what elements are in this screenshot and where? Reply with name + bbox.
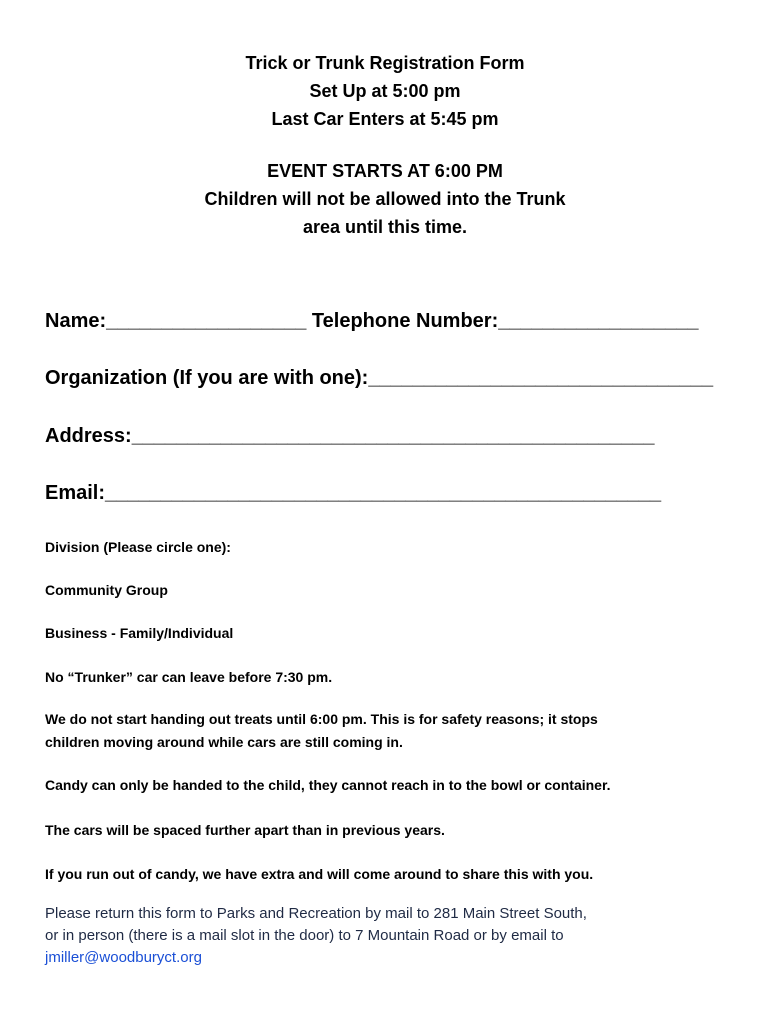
setup-time: Set Up at 5:00 pm bbox=[309, 81, 461, 101]
form-header bbox=[0, 49, 770, 241]
email-link[interactable]: jmiller@woodburyct.org bbox=[45, 949, 202, 966]
rule-candy-handing: Candy can only be handed to the child, they cannot reach in to the bowl or container. bbox=[45, 777, 611, 793]
form-title: Trick or Trunk Registration Form bbox=[245, 53, 525, 73]
event-start-time: EVENT STARTS AT 6:00 PM bbox=[267, 161, 503, 181]
telephone-field[interactable]: Telephone Number:__________________ bbox=[311, 310, 699, 332]
rule-extra-candy: If you run out of candy, we have extra and will come around to share this with you. bbox=[45, 866, 594, 882]
division-label: Division (Please circle one): bbox=[45, 539, 231, 555]
return-line-1: Please return this form to Parks and Recreation by mail to 281 Main Street South, bbox=[45, 905, 587, 922]
return-instructions bbox=[45, 903, 587, 969]
address-field[interactable]: Address:_______________________________________________ bbox=[45, 425, 655, 447]
rule-leave-time: No “Trunker” car can leave before 7:30 pm. bbox=[45, 669, 333, 685]
last-car-time: Last Car Enters at 5:45 pm bbox=[271, 109, 499, 129]
division-option-community-group[interactable]: Community Group bbox=[45, 582, 168, 598]
division-option-business[interactable]: Business - Family/Individual bbox=[45, 625, 234, 641]
notice-line-1: Children will not be allowed into the Trunk bbox=[204, 189, 566, 209]
name-telephone-row bbox=[45, 310, 698, 333]
notice-line-2: area until this time. bbox=[302, 217, 468, 237]
return-line-2: or in person (there is a mail slot in the door) to 7 Mountain Road or by email to bbox=[45, 927, 564, 944]
organization-field[interactable]: Organization (If you are with one):_______________________________ bbox=[45, 367, 714, 389]
rule-car-spacing: The cars will be spaced further apart than in previous years. bbox=[45, 822, 445, 838]
rule-treat-start-line-1: We do not start handing out treats until 6:00 pm. This is for safety reasons; it stops bbox=[45, 711, 598, 727]
name-field[interactable]: Name:__________________ bbox=[45, 310, 307, 332]
email-field[interactable]: Email:__________________________________________________ bbox=[45, 482, 662, 504]
rule-treat-start-line-2: children moving around while cars are still coming in. bbox=[45, 734, 403, 750]
